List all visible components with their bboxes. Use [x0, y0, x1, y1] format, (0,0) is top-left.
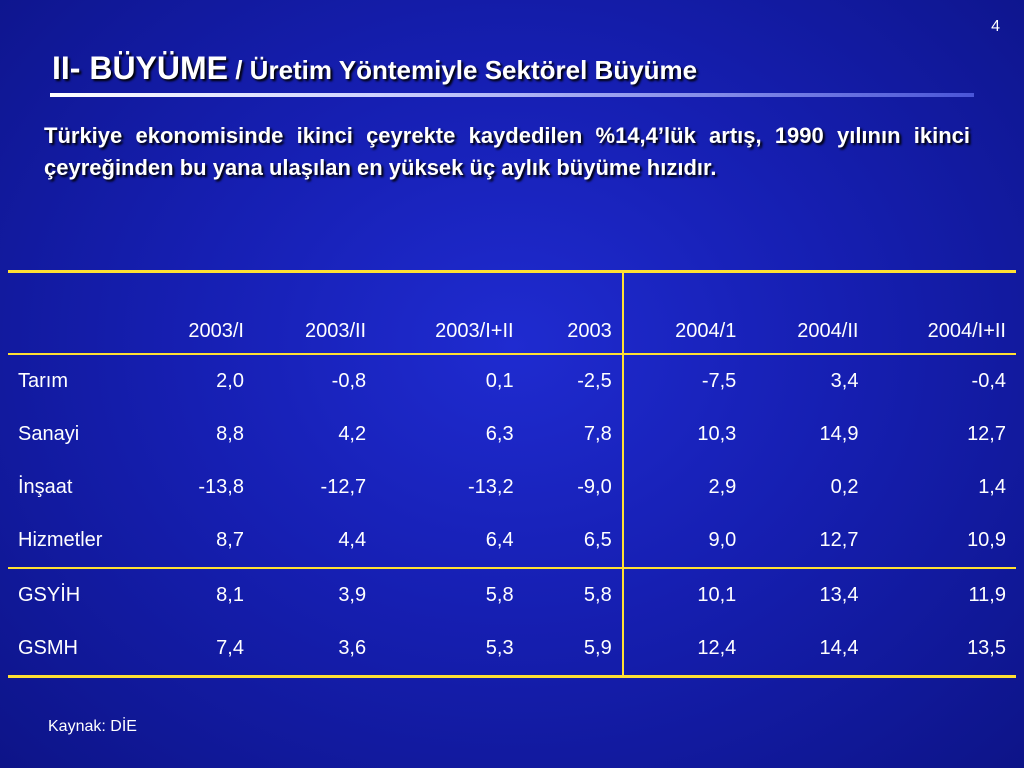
source-note: Kaynak: DİE [48, 718, 137, 735]
table-cell: 3,6 [254, 622, 376, 677]
table-cell: -13,2 [467, 476, 514, 498]
column-header: 2004/II [797, 320, 859, 342]
table-cell: 8,8 [216, 423, 244, 445]
table-row [8, 622, 1016, 677]
table-cell: 2,9 [623, 461, 747, 514]
row-label: Hizmetler [18, 529, 103, 551]
row-label: Sanayi [18, 423, 80, 445]
table-row [8, 354, 1016, 408]
header-corner [8, 272, 140, 355]
table-cell: 0,2 [830, 476, 859, 498]
title-main: II- BÜYÜME [52, 50, 228, 86]
table-cell: 12,7 [819, 529, 859, 551]
table-cell: 2,0 [216, 370, 244, 392]
table-cell: 14,4 [746, 622, 868, 677]
table-cell: -0,8 [331, 370, 367, 392]
column-header: 2003/I+II [435, 320, 514, 342]
table-cell: 5,9 [524, 622, 623, 677]
table-cell: 6,3 [485, 423, 514, 445]
table-cell: -2,5 [577, 370, 612, 392]
row-label: GSMH [8, 622, 140, 677]
table-cell: 10,1 [623, 568, 747, 622]
table-cell: 12,4 [623, 622, 747, 677]
table-cell: 6,4 [485, 529, 514, 551]
table-row [8, 408, 1016, 461]
table-cell: 11,9 [868, 568, 1016, 622]
growth-table [8, 270, 1016, 678]
table-header-row [8, 272, 1016, 355]
column-header: 2003 [567, 320, 612, 342]
table-row [8, 514, 1016, 568]
column-header: 2004/I+II [927, 320, 1006, 342]
table-cell: 14,9 [819, 423, 859, 445]
slide-number: 4 [991, 18, 1000, 35]
table-cell: 3,9 [254, 568, 376, 622]
growth-table-container [8, 270, 1016, 678]
table-row [8, 568, 1016, 622]
table-cell: -7,5 [623, 354, 747, 408]
table-cell: 7,8 [583, 423, 612, 445]
table-cell: 5,8 [376, 568, 523, 622]
table-cell: -13,8 [198, 476, 244, 498]
summary-paragraph: Türkiye ekonomisinde ikinci çeyrekte kaydedilen %14,4’lük artış, 1990 yılının ikinci çeyreğinden bu yana ulaşılan en yüksek üç aylık büyüme hızıdır. [44, 123, 970, 180]
table-cell: 6,5 [583, 529, 612, 551]
column-header: 2003/I [188, 320, 244, 342]
table-cell: 7,4 [140, 622, 254, 677]
row-label: İnşaat [18, 476, 73, 498]
table-row [8, 461, 1016, 514]
slide-title [52, 50, 697, 87]
table-cell: 4,4 [338, 529, 367, 551]
table-cell: 1,4 [978, 476, 1006, 498]
row-label: GSYİH [8, 568, 140, 622]
table-cell: -0,4 [971, 370, 1006, 392]
table-cell: 5,3 [376, 622, 523, 677]
table-cell: 4,2 [338, 423, 367, 445]
table-cell: 10,9 [967, 529, 1006, 551]
table-cell: 13,4 [746, 568, 868, 622]
table-cell: 12,7 [967, 423, 1006, 445]
table-cell: -12,7 [320, 476, 367, 498]
table-cell: 10,3 [623, 408, 747, 461]
table-cell: 8,7 [216, 529, 244, 551]
table-cell: 0,1 [485, 370, 514, 392]
column-header: 2004/1 [623, 272, 747, 355]
table-cell: 13,5 [868, 622, 1016, 677]
table-cell: 5,8 [524, 568, 623, 622]
table-cell: 9,0 [623, 514, 747, 568]
column-header: 2003/II [304, 320, 367, 342]
table-cell: 3,4 [830, 370, 859, 392]
table-cell: -9,0 [577, 476, 612, 498]
row-label: Tarım [18, 370, 68, 392]
table-cell: 8,1 [140, 568, 254, 622]
title-underline [50, 93, 974, 97]
title-subtitle: / Üretim Yöntemiyle Sektörel Büyüme [228, 55, 698, 85]
